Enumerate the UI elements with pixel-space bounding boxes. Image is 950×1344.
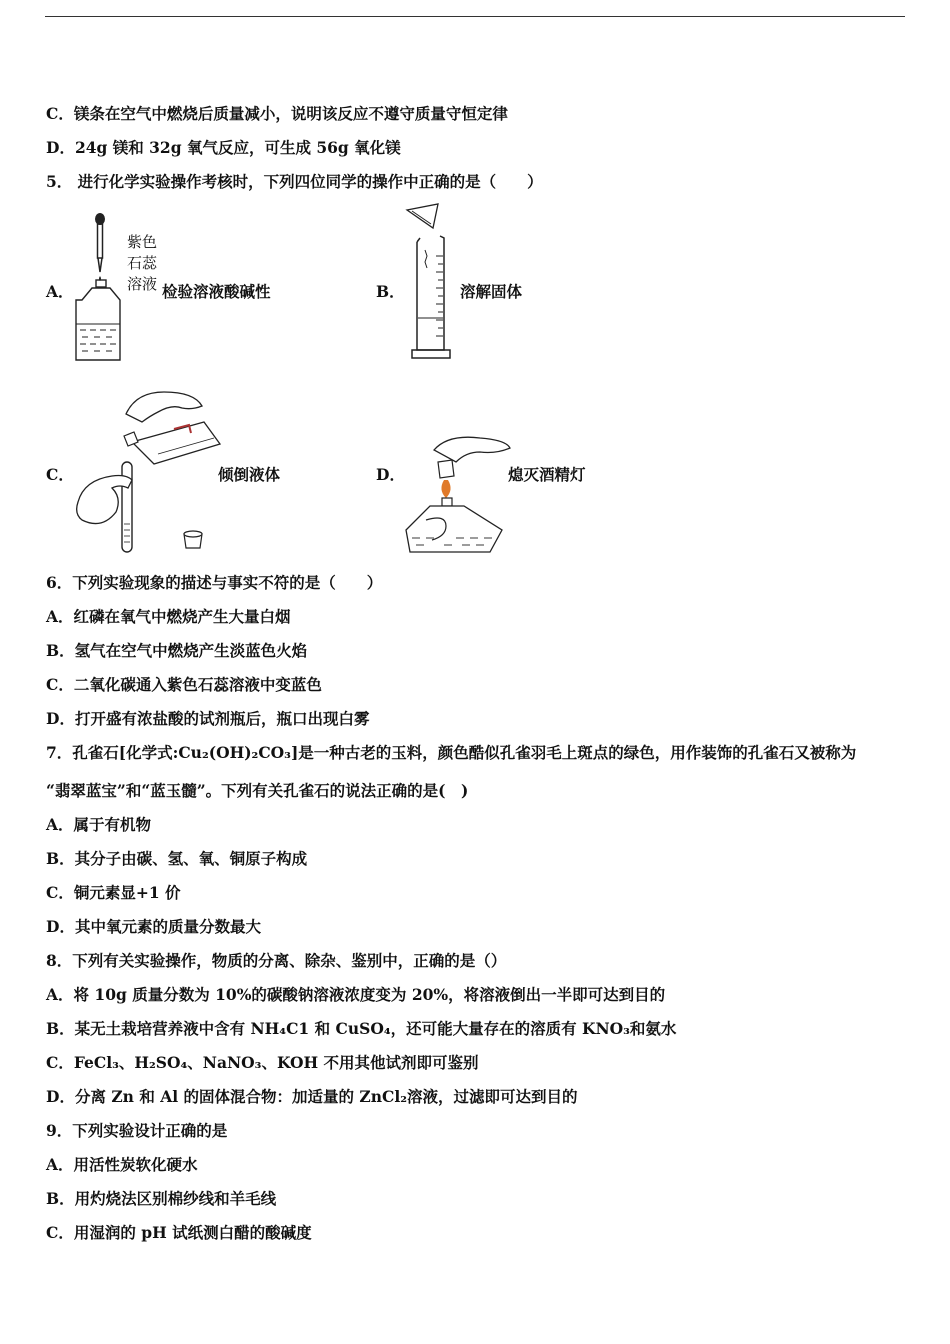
graduated-cylinder-figure: [400, 200, 460, 365]
litmus-label-line-2: 石蕊: [127, 254, 158, 272]
litmus-label: [127, 232, 157, 295]
q6-option-d: D．打开盛有浓盐酸的试剂瓶后，瓶口出现白雾: [46, 709, 370, 728]
q6-option-c: C．二氧化碳通入紫色石蕊溶液中变蓝色: [46, 675, 322, 694]
q5-option-a-letter: A．: [46, 282, 74, 301]
q4-option-c: C．镁条在空气中燃烧后质量减小，说明该反应不遵守质量守恒定律: [46, 104, 508, 123]
question-6: 6．下列实验现象的描述与事实不符的是（ ）: [46, 573, 383, 592]
q7-option-a: A．属于有机物: [46, 815, 152, 834]
alcohol-lamp-figure: [404, 430, 514, 555]
q5-option-c-caption: 倾倒液体: [218, 465, 281, 484]
q6-option-a: A．红磷在氧气中燃烧产生大量白烟: [46, 607, 291, 626]
q5-option-b-caption: 溶解固体: [460, 282, 523, 301]
q5-option-b-letter: B．: [376, 282, 405, 301]
q8-option-d: D．分离 Zn 和 Al 的固体混合物：加适量的 ZnCl₂溶液，过滤即可达到目的: [46, 1087, 578, 1106]
q7-option-b: B．其分子由碳、氢、氧、铜原子构成: [46, 849, 308, 868]
q5-option-d-caption: 熄灭酒精灯: [508, 465, 586, 484]
q9-option-a: A．用活性炭软化硬水: [46, 1155, 198, 1174]
q8-option-b: B．某无土栽培营养液中含有 NH₄C1 和 CuSO₄，还可能大量存在的溶质有 KNO₃和氨水: [46, 1019, 677, 1038]
header-rule: [45, 16, 905, 17]
pouring-liquid-figure: [74, 384, 224, 559]
q7-option-d: D．其中氧元素的质量分数最大: [46, 917, 261, 936]
question-9: 9．下列实验设计正确的是: [46, 1121, 228, 1140]
question-5: 5． 进行化学实验操作考核时，下列四位同学的操作中正确的是（ ）: [46, 172, 543, 191]
q6-option-b: B．氢气在空气中燃烧产生淡蓝色火焰: [46, 641, 308, 660]
q5-option-d-letter: D．: [376, 465, 405, 484]
q4-option-d: D．24g 镁和 32g 氧气反应，可生成 56g 氧化镁: [46, 138, 401, 157]
question-7-line-1: 7．孔雀石[化学式:Cu₂(OH)₂CO₃]是一种古老的玉料，颜色酷似孔雀羽毛上斑点的绿色，用作装饰的孔雀石又被称为: [46, 743, 857, 762]
q9-option-c: C．用湿润的 pH 试纸测白醋的酸碱度: [46, 1223, 312, 1242]
q8-option-a: A．将 10g 质量分数为 10%的碳酸钠溶液浓度变为 20%，将溶液倒出一半即可达到目的: [46, 985, 666, 1004]
q7-option-c: C．铜元素显+1 价: [46, 883, 181, 902]
q5-option-a-caption: 检验溶液酸碱性: [162, 282, 271, 301]
q5-option-c-letter: C．: [46, 465, 74, 484]
litmus-label-line-3: 溶液: [127, 275, 158, 293]
question-8: 8．下列有关实验操作，物质的分离、除杂、鉴别中，正确的是（）: [46, 951, 507, 970]
question-7-line-2: “翡翠蓝宝”和“蓝玉髓”。下列有关孔雀石的说法正确的是( ): [46, 781, 469, 800]
q8-option-c: C．FeCl₃、H₂SO₄、NaNO₃、KOH 不用其他试剂即可鉴别: [46, 1053, 479, 1072]
litmus-label-line-1: 紫色: [127, 233, 158, 251]
q9-option-b: B．用灼烧法区别棉纱线和羊毛线: [46, 1189, 277, 1208]
